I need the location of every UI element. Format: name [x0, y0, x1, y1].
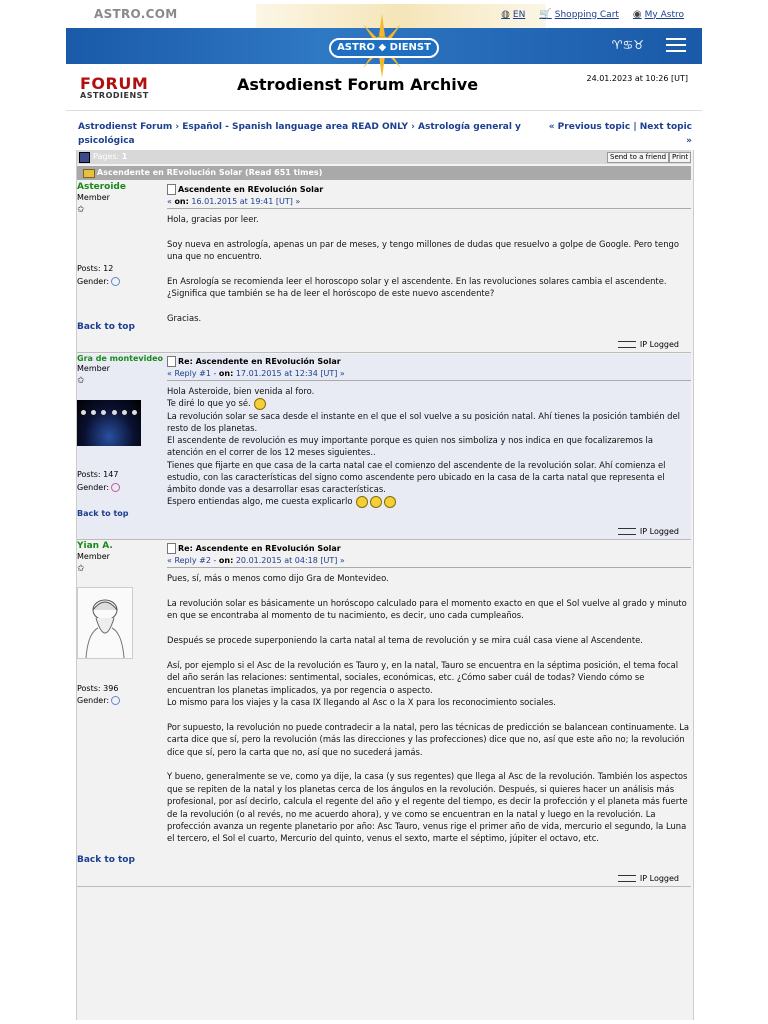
- post-paragraph: Por supuesto, la revolución no puede contradecir a la natal, pero las técnicas de predicción se balancean continuamente. La carta dice que sí, pero la revolución (más las direcciones y las profecciones) dice que no, así que este año no; la revolución dice que sí, pero la carta que no, así que no sucederá jamás.: [167, 721, 690, 757]
- post-line: Te diré lo que yo sé.: [167, 398, 251, 409]
- ip-logged: [618, 874, 679, 883]
- top-links: [501, 9, 684, 20]
- forum-logo-line2: ASTRODIENST: [80, 91, 149, 100]
- meta-prefix: « Reply #2 -: [167, 556, 219, 565]
- my-astro-link[interactable]: [633, 9, 684, 20]
- post-date: 17.01.2015 at 12:34 [UT] »: [235, 369, 345, 378]
- astrodienst-logo[interactable]: ASTRO ◆ DIENST: [329, 38, 439, 58]
- back-to-top-link[interactable]: Back to top: [77, 509, 129, 518]
- laugh-icon: [384, 496, 396, 508]
- post-title-text[interactable]: Re: Ascendente en REvolución Solar: [178, 544, 341, 553]
- post-meta: [167, 556, 691, 568]
- post-body: [167, 543, 691, 857]
- post-title: [167, 543, 691, 554]
- cart-icon: 🛒: [539, 9, 552, 20]
- post-paragraph: Y bueno, generalmente se ve, como ya dije, la casa (y sus regentes) que llega al Asc de la revolución. También los aspectos que se repiten de la natal y los planetas cerca de los ángulos en la revolución. Después, si quieres hacer un análisis más profesional, por así decirlo, calcula el regente del año y el regente del tiempo, es decir la profección y el planeta más fuerte de la revolución (o al revés, no me acuerdo ahora), y ve como se encuentran en la natal y luego en la revolución. La profección avanza un regente planetario por año: Asc Tauro, venus rige el primer año de vida, mercurio el segundo, la Luna el tercero, el Sol el cuarto, Mercurio del quinto, venus el sexto, marte el séptimo, júpiter el octavo, etc.: [167, 771, 688, 844]
- post-1: [77, 182, 691, 353]
- topic-subject-bar: [77, 166, 691, 180]
- author-post-count: [77, 684, 118, 693]
- avatar: [77, 400, 141, 446]
- author-gender: [77, 483, 120, 492]
- ip-icon: [618, 341, 636, 348]
- post-paragraph: En Asrología se recomienda leer el horoscopo solar y el ascendente. En las revoluciones solares cambia el ascendente. ¿Significa que también se ha de leer el horóscopo de este nuevo ascendente?: [167, 276, 667, 299]
- next-topic-link[interactable]: Next topic »: [639, 122, 692, 146]
- document-icon: [167, 184, 176, 195]
- meta-prefix: « Reply #1 -: [167, 369, 219, 378]
- breadcrumb-forum[interactable]: Astrodienst Forum: [78, 122, 173, 132]
- post-line-with-smiley: [167, 397, 691, 410]
- male-icon: [111, 277, 120, 286]
- author-role: Member: [77, 364, 110, 373]
- post-3: [77, 541, 691, 887]
- post-title: [167, 356, 691, 367]
- ip-icon: [618, 875, 636, 882]
- posts-label: Posts:: [77, 264, 101, 273]
- previous-topic-link[interactable]: « Previous topic: [548, 122, 631, 132]
- language-label: EN: [512, 9, 526, 20]
- ip-logged-label: IP Logged: [639, 874, 679, 883]
- main-header: [66, 28, 702, 64]
- member-star-icon: ✩: [77, 564, 85, 574]
- avatar: [77, 587, 133, 659]
- laugh-icon: [356, 496, 368, 508]
- post-paragraph: Soy nueva en astrología, apenas un par de meses, y tengo millones de dudas que resuelvo a golpe de Google. Pero tengo una que no encuentro.: [167, 238, 679, 262]
- author-role: Member: [77, 552, 110, 561]
- post-meta: [167, 369, 691, 381]
- gender-label: Gender:: [77, 696, 110, 705]
- post-paragraph: Gracias.: [167, 313, 202, 324]
- author-role: Member: [77, 193, 110, 202]
- posts-label: Posts:: [77, 684, 101, 693]
- posts-label: Posts:: [77, 470, 101, 479]
- meta-on: on:: [218, 369, 234, 378]
- post-date: 16.01.2015 at 19:41 [UT] »: [191, 197, 301, 206]
- post-meta: [167, 197, 691, 209]
- post-line-with-smileys: [167, 495, 691, 508]
- author-gender: [77, 277, 120, 286]
- topic-subject: Ascendente en REvolución Solar (Read 651 times): [97, 168, 323, 177]
- pages-indicator: [93, 152, 127, 161]
- pages-toolbar: [77, 150, 691, 164]
- breadcrumb-astrologia[interactable]: Astrología general y psicológica: [78, 122, 521, 146]
- back-to-top-link[interactable]: Back to top: [77, 322, 135, 332]
- post-body: [167, 184, 691, 337]
- ip-logged-label: IP Logged: [639, 340, 679, 349]
- member-star-icon: ✩: [77, 205, 85, 215]
- smiley-icon: [254, 398, 266, 410]
- post-body: [167, 356, 691, 508]
- female-icon: [111, 483, 120, 492]
- post-author-panel: [77, 354, 165, 518]
- user-icon: ◉: [632, 9, 642, 20]
- topic-nav-divider: |: [630, 122, 640, 132]
- post-2: [77, 354, 691, 540]
- post-title: [167, 184, 691, 195]
- ip-logged: [618, 340, 679, 349]
- topic-table: [76, 150, 694, 1020]
- post-paragraph: La revolución solar es básicamente un horóscopo calculado para el momento exacto en que el Sol vuelve al grado y minuto en que se encontraba al momento de tu nacimiento, es decir, uno cada cumpleaños.: [167, 597, 687, 621]
- posts-value: 396: [103, 684, 119, 693]
- breadcrumb-sep: ›: [172, 122, 183, 132]
- member-star-icon: ✩: [77, 376, 85, 386]
- posts-value: 147: [103, 470, 119, 479]
- author-gender: [77, 696, 120, 705]
- post-title-text[interactable]: Re: Ascendente en REvolución Solar: [178, 357, 341, 366]
- menu-icon[interactable]: [666, 38, 686, 56]
- post-text: [167, 385, 691, 508]
- back-to-top-link[interactable]: Back to top: [77, 855, 135, 865]
- author-post-count: [77, 470, 118, 479]
- gender-label: Gender:: [77, 483, 110, 492]
- post-author-panel: [77, 541, 165, 865]
- ip-icon: [618, 528, 636, 535]
- post-line: Hola Asteroide, bien venida al foro.: [167, 386, 315, 396]
- send-to-friend-button[interactable]: Send to a friend: [607, 152, 669, 163]
- post-paragraph: Así, por ejemplo si el Asc de la revolución es Tauro y, en la natal, Tauro se encuentra en la séptima posición, el tema focal del año serán las relaciones: sentimental, sociales, económicas, etc. ¿Cómo saber cuál de todas? Viendo cómo se encuentran los planetas implicados, ya por regencia o aspecto. Lo mismo para los viajes y la casa IX llegando al Asc o la X para los reconocimiento sociales.: [167, 659, 679, 708]
- post-title-text[interactable]: Ascendente en REvolución Solar: [178, 185, 324, 194]
- author-name[interactable]: Yian A.: [77, 541, 113, 551]
- post-line: Espero entiendas algo, me cuesta explicarlo: [167, 496, 353, 507]
- divider: [66, 110, 702, 111]
- laugh-icon: [370, 496, 382, 508]
- shopping-cart-link[interactable]: [539, 9, 619, 20]
- breadcrumb-espanol[interactable]: Español - Spanish language area READ ONLY: [182, 122, 409, 132]
- meta-prefix: «: [167, 197, 175, 206]
- shopping-cart-label: Shopping Cart: [554, 9, 619, 20]
- globe-icon: ◍: [501, 9, 510, 20]
- topic-navigation: [542, 120, 692, 148]
- forum-logo-line1: FORUM: [80, 74, 149, 93]
- language-link[interactable]: [501, 9, 525, 20]
- post-line: La revolución solar se saca desde el instante en el que el sol vuelve a su posición natal. Ahí tienes la posición también del resto de los planetas.: [167, 410, 680, 433]
- table-footer-space: [77, 888, 691, 1020]
- post-line: El ascendente de revolución es muy importante porque es quien nos simboliza y nos indica en que focalizaremos la atención en el correr de los 12 meses siguientes..: [167, 435, 653, 458]
- meta-on: on:: [218, 556, 234, 565]
- pages-label: Pages:: [93, 152, 120, 161]
- document-icon: [167, 543, 176, 554]
- post-date: 20.01.2015 at 04:18 [UT] »: [235, 556, 345, 565]
- ip-logged-label: IP Logged: [639, 527, 679, 536]
- ip-logged: [618, 527, 679, 536]
- document-icon: [167, 356, 176, 367]
- astro-com-brand-link[interactable]: ASTRO.COM: [94, 7, 178, 21]
- breadcrumb: [78, 120, 538, 148]
- forum-logo[interactable]: [80, 74, 149, 100]
- post-paragraph: Después se procede superponiendo la carta natal al tema de revolución y se mira cuál casa viene al Ascendente.: [167, 635, 643, 645]
- author-name[interactable]: Asteroide: [77, 182, 126, 192]
- gender-label: Gender:: [77, 277, 110, 286]
- male-icon: [111, 696, 120, 705]
- post-text: [167, 572, 691, 845]
- post-line: Tienes que fijarte en que casa de la carta natal cae el comienzo del ascendente de la revolución solar. Ahí comienza el estudio, con las características del signo como ascendente pero ubicado en la casa de la carta natal que representa el ámbito donde vas a desarrollar esas características.: [167, 459, 666, 494]
- post-paragraph: Hola, gracias por leer.: [167, 214, 259, 224]
- breadcrumb-sep: ›: [408, 122, 419, 132]
- post-paragraph: Pues, sí, más o menos como dijo Gra de Montevideo.: [167, 573, 389, 583]
- meta-on: on:: [174, 197, 189, 206]
- current-datestamp: 24.01.2023 at 10:26 [UT]: [586, 74, 688, 83]
- posts-value: 12: [103, 264, 114, 273]
- print-button[interactable]: Print: [669, 152, 691, 163]
- topic-icon: [79, 152, 90, 163]
- my-astro-label: My Astro: [644, 9, 684, 20]
- folder-icon: [83, 169, 95, 178]
- post-text: [167, 213, 691, 325]
- pages-value[interactable]: 1: [121, 152, 128, 161]
- author-name[interactable]: Gra de montevideo: [77, 354, 164, 363]
- author-post-count: [77, 264, 113, 273]
- zodiac-icons: ♈♋♉: [611, 38, 644, 52]
- portrait-icon: [78, 588, 132, 658]
- post-author-panel: [77, 182, 165, 332]
- page-title: Astrodienst Forum Archive: [237, 75, 479, 94]
